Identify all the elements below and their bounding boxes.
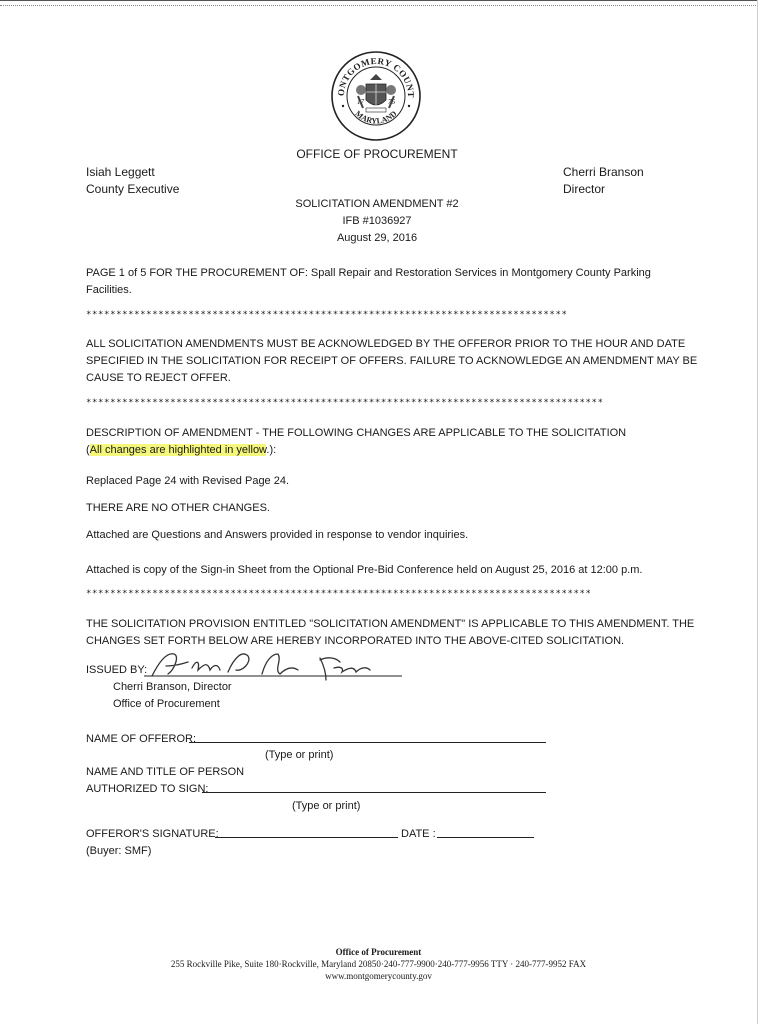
issued-by-label: ISSUED BY: (86, 664, 148, 676)
svg-text:MARYLAND: MARYLAND (353, 108, 399, 126)
footer-office-title: Office of Procurement (335, 947, 422, 957)
director-title: Director (563, 182, 606, 196)
ack-line-2: SPECIFIED IN THE SOLICITATION FOR RECEIPT OF OFFERS. FAILURE TO ACKNOWLEDGE AN AMENDMENT MAY BE (86, 355, 698, 367)
offeror-name-label: NAME OF OFFEROR: (86, 733, 196, 745)
paren-close: .): (266, 444, 277, 456)
issuer-office: Office of Procurement (113, 698, 220, 710)
ack-line-1: ALL SOLICITATION AMENDMENTS MUST BE ACKNOWLEDGED BY THE OFFEROR PRIOR TO THE HOUR AND DATE (86, 338, 686, 350)
amendment-date: August 29, 2016 (336, 232, 418, 244)
director-name: Cherri Branson (563, 165, 644, 179)
svg-text:Andre G Ro for (144, 646, 252, 650)
description-line-2 (86, 442, 276, 459)
page-line-1: PAGE 1 of 5 FOR THE PROCUREMENT OF: Spall Repair and Restoration Services in Montgomery County Parking (86, 267, 651, 279)
page-right-edge (757, 0, 758, 1024)
type-or-print-hint-2: (Type or print) (292, 800, 361, 812)
buyer-code: (Buyer: SMF) (86, 845, 152, 857)
type-or-print-hint-1: (Type or print) (265, 749, 334, 761)
office-title: OFFICE OF PROCUREMENT (296, 147, 458, 161)
offeror-signature-label: OFFEROR'S SIGNATURE: (86, 828, 219, 840)
authorized-person-label-1: NAME AND TITLE OF PERSON (86, 766, 245, 778)
page-top-border (0, 0, 758, 6)
county-executive-name: Isiah Leggett (86, 165, 155, 179)
replaced-page-line: Replaced Page 24 with Revised Page 24. (86, 475, 290, 487)
offeror-name-field[interactable] (189, 742, 546, 743)
description-line-1: DESCRIPTION OF AMENDMENT - THE FOLLOWING CHANGES ARE APPLICABLE TO THE SOLICITATION (86, 427, 627, 439)
separator-stars-1: ******************************************************************************** (86, 310, 568, 320)
date-field[interactable] (437, 837, 534, 838)
separator-stars-2: ************************************************************************************** (86, 398, 604, 408)
svg-text:76: 76 (388, 98, 395, 106)
provision-line-1: THE SOLICITATION PROVISION ENTITLED "SOLICITATION AMENDMENT" IS APPLICABLE TO THIS AMENDMENT. THE (86, 618, 695, 630)
county-seal-logo (330, 50, 422, 142)
no-other-changes-line: THERE ARE NO OTHER CHANGES. (86, 502, 270, 514)
attached-qa-line: Attached are Questions and Answers provided in response to vendor inquiries. (86, 529, 469, 541)
offeror-signature-field[interactable] (215, 837, 398, 838)
date-label: DATE : (401, 828, 436, 840)
highlighted-note: All changes are highlighted in yellow (89, 444, 267, 456)
handwritten-signature (144, 646, 404, 682)
separator-stars-3: ************************************************************************************ (86, 589, 592, 599)
footer-address: 255 Rockville Pike, Suite 180·Rockville, Maryland 20850·240-777-9900·240-777-9956 TTY · 240-777-9952 FAX (170, 959, 587, 969)
issuer-name: Cherri Branson, Director (113, 681, 232, 693)
paren-open: ( (86, 444, 90, 456)
svg-text:MONTGOMERY COUNTY: ONTGOMERY COUNT (335, 55, 417, 99)
provision-line-2: CHANGES SET FORTH BELOW ARE HEREBY INCORPORATED INTO THE ABOVE-CITED SOLICITATION. (86, 635, 625, 647)
county-executive-title: County Executive (86, 182, 180, 196)
svg-text:17: 17 (357, 98, 364, 106)
amendment-title: SOLICITATION AMENDMENT #2 (295, 198, 459, 210)
ack-line-3: CAUSE TO REJECT OFFER. (86, 372, 231, 384)
ifb-number: IFB #1036927 (342, 215, 412, 227)
attached-signin-line: Attached is copy of the Sign-in Sheet from the Optional Pre-Bid Conference held on August 25, 2016 at 12:00 p.m. (86, 564, 643, 576)
authorized-person-label-2: AUTHORIZED TO SIGN: (86, 783, 209, 795)
footer-website[interactable]: www.montgomerycounty.gov (325, 971, 432, 981)
page-line-2: Facilities. (86, 284, 132, 296)
authorized-person-field[interactable] (202, 792, 546, 793)
